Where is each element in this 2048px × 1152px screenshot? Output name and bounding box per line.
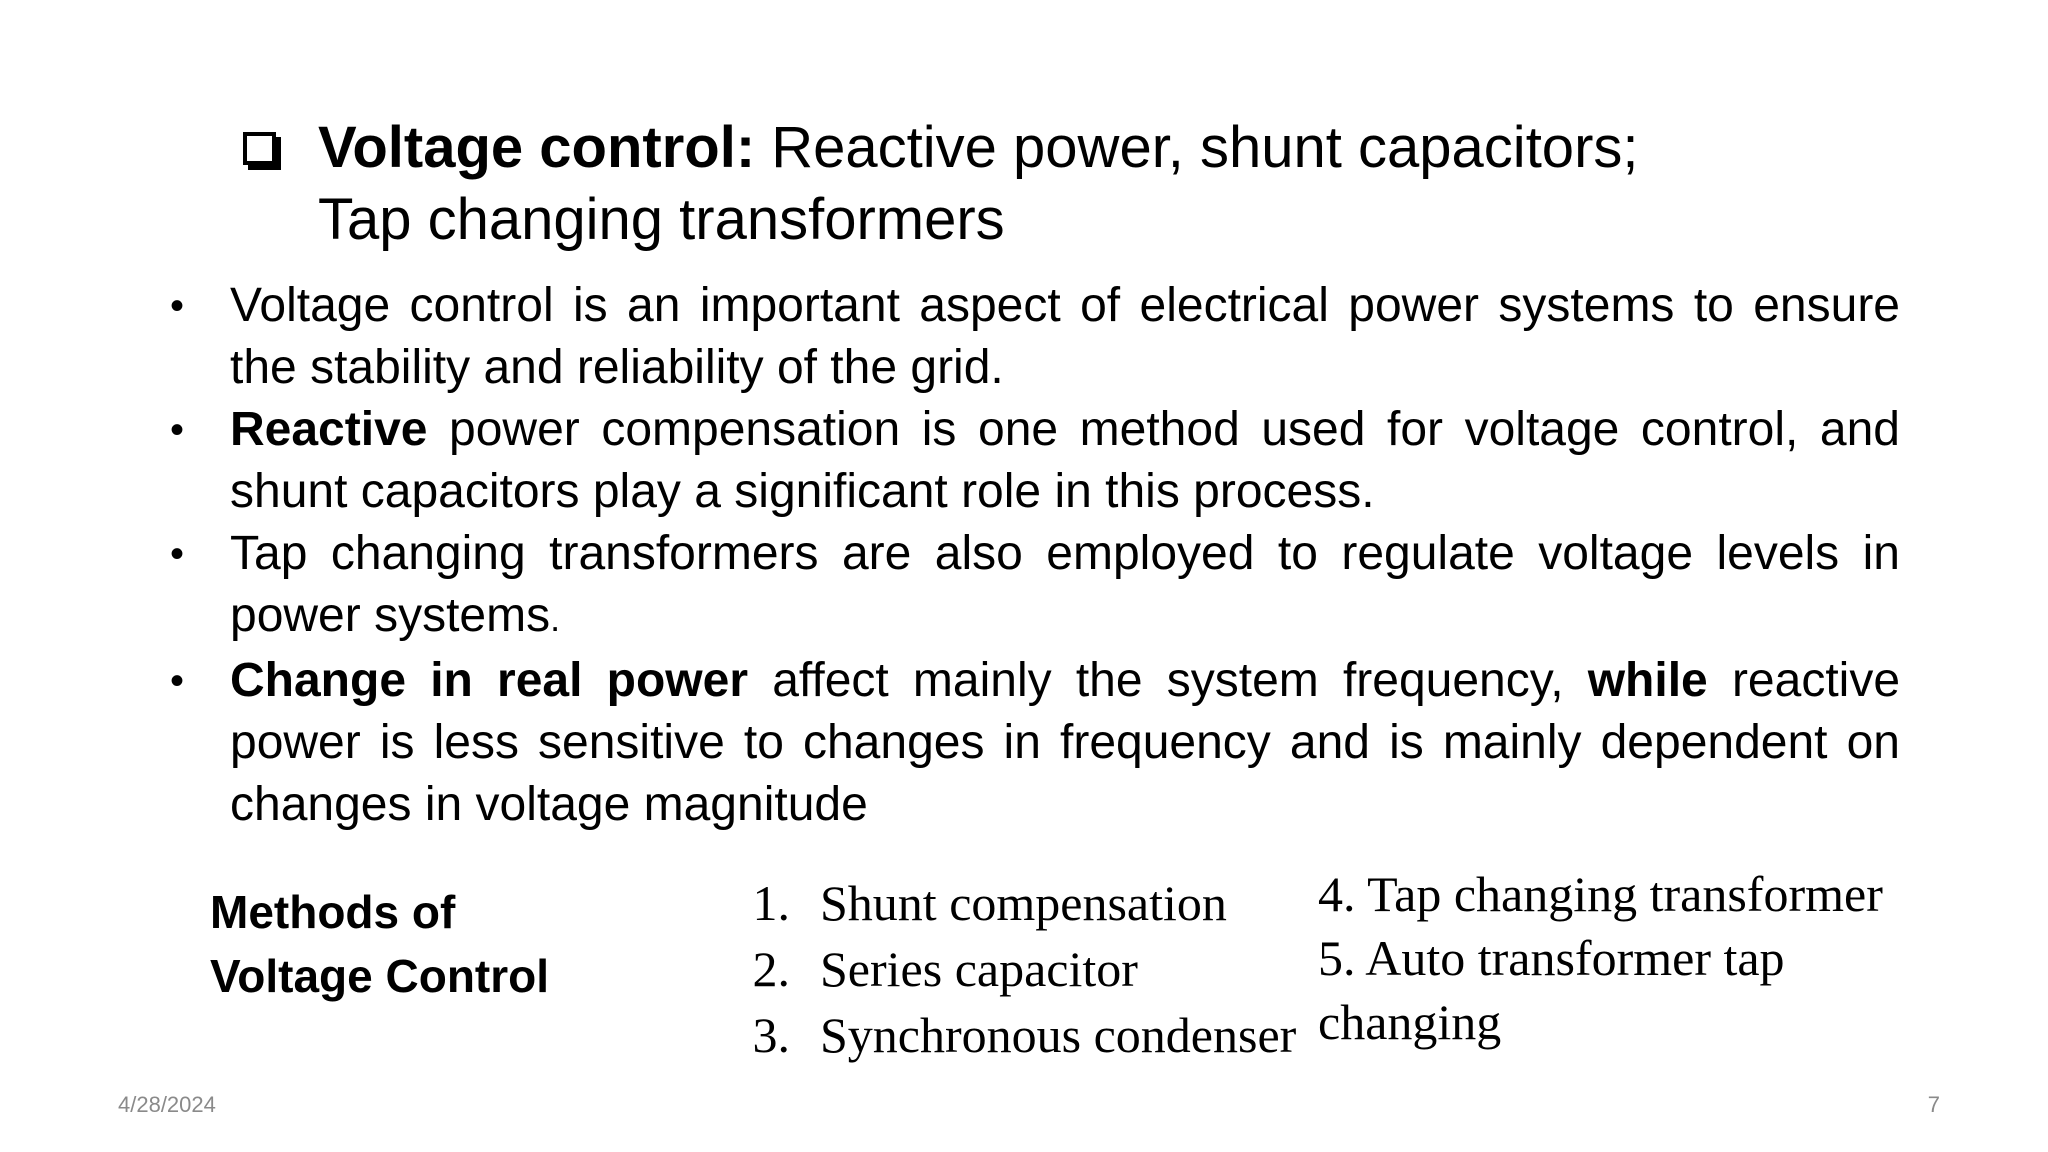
bullet-item	[170, 523, 1900, 650]
methods-list-text: Synchronous condenser	[820, 1007, 1297, 1063]
footer-page-number: 7	[1927, 1092, 1940, 1117]
bullet-item	[170, 399, 1900, 523]
hollow-square-icon	[243, 132, 276, 165]
methods-right-line-3: changing	[1318, 994, 1502, 1050]
bullet-text: affect mainly the system frequency,	[748, 654, 1588, 707]
methods-right-column	[1318, 862, 1918, 1054]
bullet-bold-text: Reactive	[230, 403, 428, 456]
bullet-bold-text-2: while	[1587, 654, 1708, 707]
bullet-dot-icon: •	[170, 532, 185, 576]
bullet-list	[170, 275, 1900, 836]
methods-list-text: Series capacitor	[820, 941, 1138, 997]
heading-line-2: Tap changing transformers	[318, 187, 1005, 252]
bullet-text: Tap changing transformers are also employed to regulate voltage levels in power systems	[230, 527, 1900, 642]
bullet-dot-icon: •	[170, 284, 185, 328]
bullet-text-2: reactive power is less sensitive to changes in frequency and is mainly dependent on changes in voltage magnitude	[230, 654, 1901, 831]
bullet-tail: .	[550, 598, 561, 639]
methods-label-line-1: Methods of	[210, 886, 456, 938]
methods-list-text: Shunt compensation	[820, 875, 1227, 931]
heading-bold-label: Voltage control:	[318, 115, 756, 180]
bullet-dot-icon: •	[170, 659, 185, 703]
bullet-item	[170, 275, 1900, 399]
bullet-bold-text: Change in real power	[230, 654, 749, 707]
methods-list-number: 3.	[752, 1007, 790, 1063]
bullet-text: Voltage control is an important aspect of electrical power systems to ensure the stability and reliability of the grid.	[230, 279, 1900, 394]
methods-list-item	[710, 936, 1296, 1002]
methods-right-line-2: 5. Auto transformer tap	[1318, 930, 1785, 986]
heading-line-1	[318, 112, 1639, 184]
methods-list-item	[710, 870, 1296, 936]
bullet-item	[170, 650, 1900, 836]
methods-list	[710, 870, 1296, 1068]
methods-label-line-2: Voltage Control	[210, 950, 550, 1002]
footer-date: 4/28/2024	[118, 1092, 216, 1117]
methods-label	[210, 880, 630, 1008]
methods-list-number: 1.	[752, 875, 790, 931]
methods-right-line-1: 4. Tap changing transformer	[1318, 866, 1883, 922]
methods-list-number: 2.	[752, 941, 790, 997]
heading-line-1-rest: Reactive power, shunt capacitors;	[755, 115, 1639, 180]
bullet-dot-icon: •	[170, 408, 185, 452]
bullet-text: power compensation is one method used for voltage control, and shunt capacitors play a significant role in this process.	[230, 403, 1900, 518]
methods-list-item	[710, 1002, 1296, 1068]
